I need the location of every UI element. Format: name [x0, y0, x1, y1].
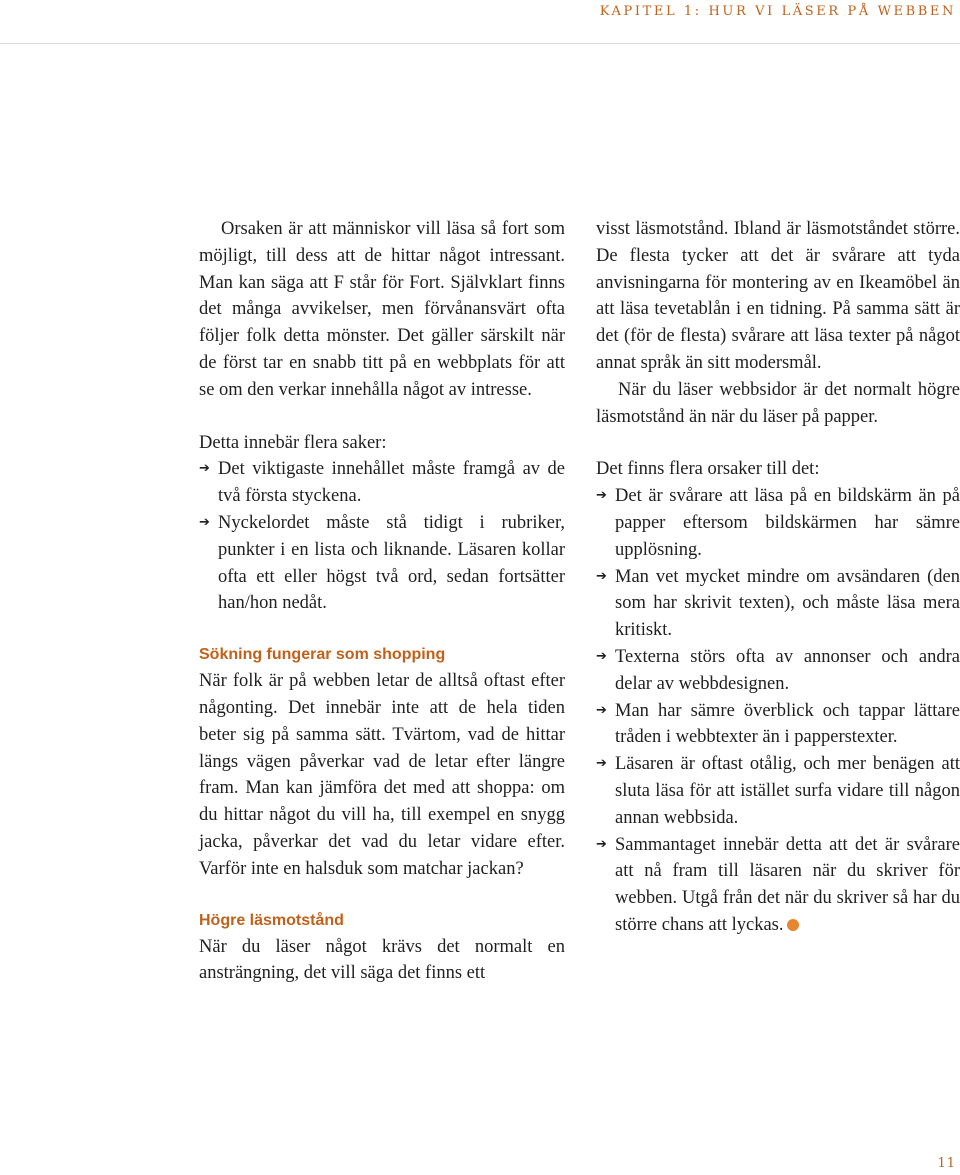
list-item-text: Man vet mycket mindre om avsändaren (den som har skrivit texten), och måste läsa mera kritiskt.: [615, 566, 960, 641]
arrow-right-icon: ➔: [199, 514, 210, 530]
list-item-text: Sammantaget innebär detta att det är svårare att nå fram till läsaren när du skriver för webben. Utgå från det när du skriver så har du större chans att lyckas.: [615, 834, 960, 935]
bullet-list: [199, 456, 565, 617]
section-heading: Sökning fungerar som shopping: [199, 646, 446, 664]
list-item: [199, 456, 565, 510]
list-intro: Detta innebär flera saker:: [199, 432, 387, 453]
arrow-right-icon: ➔: [596, 756, 607, 772]
page-number: 11: [937, 1156, 956, 1171]
list-item: [596, 832, 960, 939]
continued-paragraph: visst läsmotstånd. Ibland är läsmotståndet större. De flesta tycker att det är svårare att tyda anvisningarna för montering av en Ikeamöbel än att läsa tevetablån i en tidning. På samma sätt är det (för de flesta) svårare att läsa texter på något annat språk än sitt modersmål.: [596, 219, 960, 373]
arrow-right-icon: ➔: [596, 488, 607, 504]
right-column: [596, 216, 960, 939]
list-item-text: Det är svårare att läsa på en bildskärm än på papper eftersom bildskärmen har sämre upplösning.: [615, 486, 960, 560]
list-intro: Det finns flera orsaker till det:: [596, 459, 820, 480]
list-item: [199, 510, 565, 617]
list-item: [596, 698, 960, 752]
arrow-right-icon: ➔: [199, 461, 210, 477]
intro-paragraph: Orsaken är att människor vill läsa så fort som möjligt, till dess att de hittar något intressant. Man kan säga att F står för Fort. Självklart finns det många avvikelser, men förvånansvärt ofta följer folk detta mönster. Det gäller särskilt när de först tar en snabb titt på en webbplats för att se om den verkar innehålla något av intresse.: [199, 219, 565, 400]
orange-dot-icon: [787, 919, 799, 931]
arrow-right-icon: ➔: [596, 648, 607, 664]
arrow-right-icon: ➔: [596, 702, 607, 718]
arrow-right-icon: ➔: [596, 568, 607, 584]
section-heading: Högre läsmotstånd: [199, 911, 344, 929]
list-item-text: Läsaren är oftast otålig, och mer benägen att sluta läsa för att istället surfa vidare till någon annan webbsida.: [615, 754, 960, 828]
section-body: När du läser något krävs det normalt en ansträngning, det vill säga det finns ett: [199, 936, 565, 984]
list-item: [596, 751, 960, 831]
list-item-text: Det viktigaste innehållet måste framgå av de två första styckena.: [218, 459, 565, 507]
indented-paragraph: När du läser webbsidor är det normalt högre läsmotstånd än när du läser på papper.: [596, 379, 960, 427]
list-item: [596, 644, 960, 698]
list-item: [596, 483, 960, 563]
running-header: KAPITEL 1: HUR VI LÄSER PÅ WEBBEN: [599, 4, 956, 19]
arrow-right-icon: ➔: [596, 836, 607, 852]
list-item-text: Texterna störs ofta av annonser och andra delar av webbdesignen.: [615, 646, 960, 694]
header-divider: [0, 43, 960, 44]
bullet-list: [596, 483, 960, 939]
list-item-text: Man har sämre överblick och tappar lättare tråden i webbtexter än i papperstexter.: [615, 700, 960, 748]
left-column: [199, 216, 565, 987]
list-item-text: Nyckelordet måste stå tidigt i rubriker, punkter i en lista och liknande. Läsaren kollar ofta ett eller högst två ord, sedan fortsätter han/hon nedåt.: [218, 512, 565, 614]
list-item: [596, 564, 960, 644]
section-body: När folk är på webben letar de alltså oftast efter någonting. Det innebär inte att de hela tiden beter sig på samma sätt. Tvärtom, vad de hittar längs vägen påverkar vad de letar efter längre fram. Man kan jämföra det med att shoppa: om du hittar något du vill ha, till exempel en snygg jacka, påverkar det vad du letar vidare efter. Varför inte en halsduk som matchar jackan?: [199, 671, 565, 879]
